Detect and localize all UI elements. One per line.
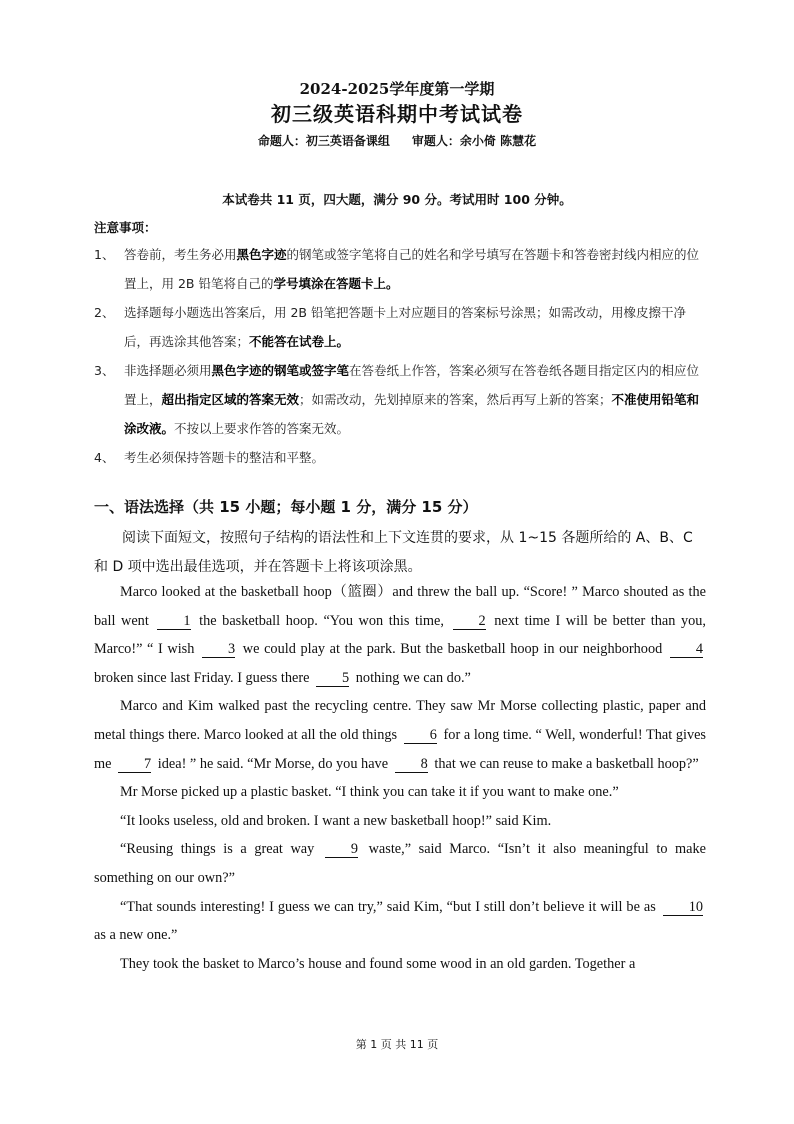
passage-paragraph: “That sounds interesting! I guess we can try,” said Kim, “but I still don’t believe it will be as 10 as a new one.”: [94, 898, 703, 944]
school-year: 2024-2025学年度第一学期: [299, 80, 495, 98]
passage-paragraph: “It looks useless, old and broken. I want a new basketball hoop!” said Kim.: [120, 812, 552, 829]
blank-2: 2: [453, 613, 486, 630]
reviewer: 审题人：余小倚 陈慧花: [411, 134, 537, 148]
authors-line: [0, 132, 794, 149]
blank-8: 8: [395, 756, 428, 773]
setter: 命题人：初三英语备课组: [257, 134, 390, 148]
passage-paragraph: Marco and Kim walked past the recycling centre. They saw Mr Morse collecting plastic, paper and metal things there. Marco looked at all the old things 6 for a long time. “ Well, wonderful! That gives me 7 idea! ” he said. “Mr Morse, do you have 8 that we can reuse to make a basketball hoop?”: [94, 698, 706, 772]
blank-4: 4: [670, 641, 703, 658]
reading-passage: [94, 578, 706, 978]
page-footer: 第 1 页 共 11 页: [355, 1038, 439, 1051]
section-instruction: 阅读下面短文，按照句子结构的语法性和上下文连贯的要求，从 1~15 各题所给的 A、B、C 和 D 项中选出最佳选项，并在答题卡上将该项涂黑。: [94, 530, 693, 575]
passage-paragraph: Mr Morse picked up a plastic basket. “I think you can take it if you want to make one.”: [120, 784, 619, 801]
notice-title: 注意事项：: [94, 220, 157, 235]
passage-paragraph: Marco looked at the basketball hoop（篮圈）and threw the ball up. “Score! ” Marco shouted as the ball went 1 the basketball hoop. “You won this time, 2 next time I will be better than you, Marco!” “ I wish 3 we could play at the park. But the basketball hoop in our neighborhood 4 broken since last Friday. I guess there 5 nothing we can do.”: [94, 584, 706, 686]
blank-3: 3: [202, 641, 235, 658]
exam-info: 本试卷共 11 页，四大题，满分 90 分。考试用时 100 分钟。: [222, 192, 572, 207]
notice-item: 4、 考生必须保持答题卡的整洁和平整。: [94, 450, 325, 465]
exam-title: 初三级英语科期中考试试卷: [271, 102, 523, 126]
notice-item: 3、 非选择题必须用黑色字迹的钢笔或签字笔在答卷纸上作答，答案必须写在答卷纸各题目指定区内的相应位置上，超出指定区域的答案无效；如需改动，先划掉原来的答案，然后再写上新的答案；不准使用铅笔和涂改液。不按以上要求作答的答案无效。: [94, 363, 700, 436]
passage-paragraph: “Reusing things is a great way 9 waste,” said Marco. “Isn’t it also meaningful to make something on our own?”: [94, 841, 706, 886]
blank-10: 10: [663, 899, 703, 916]
blank-6: 6: [404, 727, 437, 744]
notices-list: [94, 240, 706, 472]
blank-9: 9: [325, 841, 358, 858]
blank-1: 1: [157, 613, 190, 630]
passage-paragraph: They took the basket to Marco’s house and found some wood in an old garden. Together a: [120, 955, 636, 972]
section-title: 一、语法选择（共 15 小题；每小题 1 分，满分 15 分）: [94, 498, 478, 516]
blank-5: 5: [316, 670, 349, 687]
notice-item: 1、 答卷前，考生务必用黑色字迹的钢笔或签字笔将自己的姓名和学号填写在答题卡和答卷密封线内相应的位置上，用 2B 铅笔将自己的学号填涂在答题卡上。: [94, 247, 700, 291]
notice-item: 2、 选择题每小题选出答案后，用 2B 铅笔把答题卡上对应题目的答案标号涂黑；如需改动，用橡皮擦干净后，再选涂其他答案；不能答在试卷上。: [94, 305, 686, 349]
blank-7: 7: [118, 756, 151, 773]
